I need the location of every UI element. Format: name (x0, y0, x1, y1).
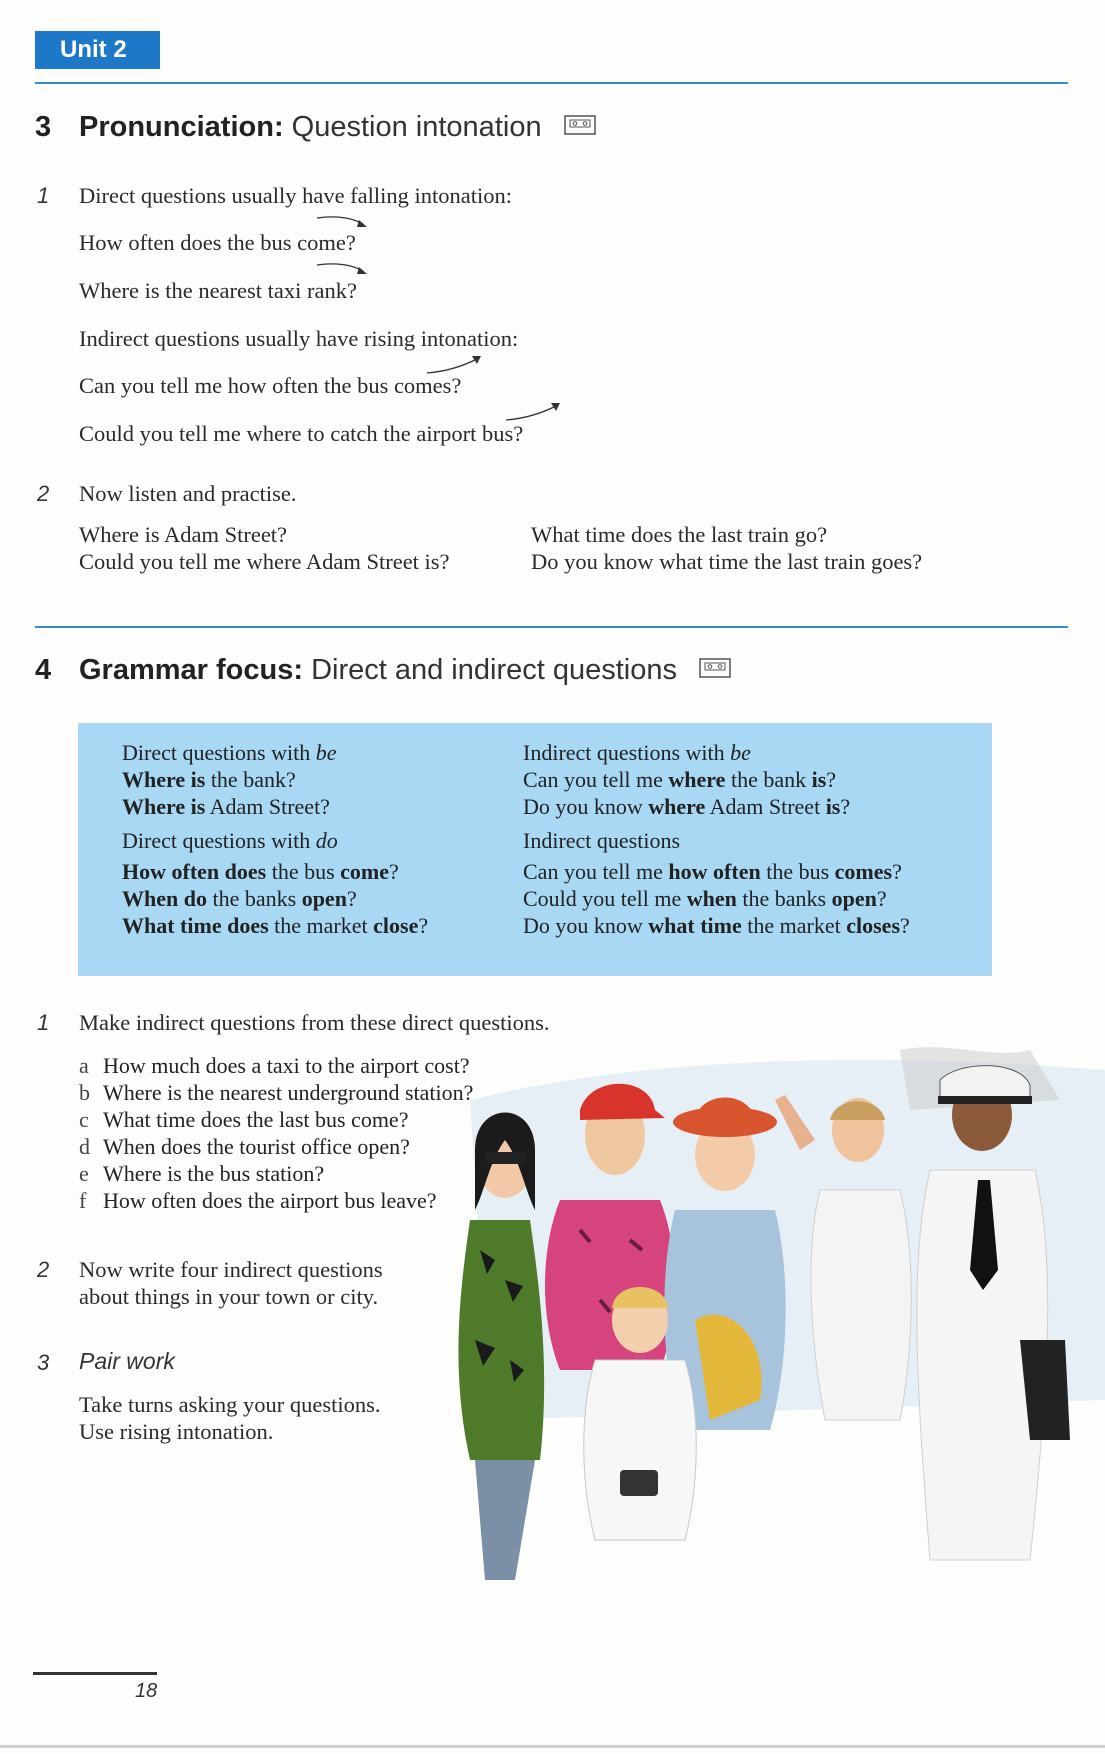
section4-heading (35, 654, 731, 687)
step-number: 3 (37, 1350, 50, 1375)
practice-question: What time does the last train go? (531, 522, 828, 547)
pair-work-label: Pair work (79, 1348, 175, 1374)
exercise3-text: Use rising intonation. (79, 1419, 274, 1444)
tourists-illustration (430, 1040, 1105, 1580)
exercise2-text: Now write four indirect questions (79, 1257, 383, 1282)
section3-number: 3 (35, 111, 52, 143)
grammar-box (78, 723, 992, 976)
step-number: 2 (37, 481, 50, 506)
grammar-example: Could you tell me when the banks open? (523, 886, 887, 911)
list-item: a How much does a taxi to the airport cost? (79, 1053, 470, 1078)
step-number: 1 (37, 1010, 50, 1035)
grammar-example: Can you tell me where the bank is? (523, 767, 837, 792)
grammar-example: When do the banks open? (122, 886, 357, 911)
example-question: Where is the nearest taxi rank? (79, 278, 357, 303)
rising-arrow-icon (504, 400, 564, 426)
section4-number: 4 (35, 654, 52, 686)
footer-rule (33, 1672, 157, 1675)
exercise1-instruction: Make indirect questions from these direct questions. (79, 1010, 550, 1035)
example-question: Could you tell me where to catch the airport bus? (79, 421, 524, 446)
section4-keyword: Grammar focus: (79, 654, 304, 686)
indirect-questions-column (523, 739, 910, 939)
step-number: 1 (37, 183, 50, 208)
grammar-example: Where is the bank? (122, 767, 296, 792)
cassette-icon (699, 658, 731, 678)
list-item: d When does the tourist office open? (79, 1134, 410, 1159)
exercise3-text: Take turns asking your questions. (79, 1392, 381, 1417)
falling-arrow-icon (315, 212, 375, 238)
listen-instruction: Now listen and practise. (79, 481, 297, 506)
unit-tab: Unit 2 (35, 31, 160, 69)
direct-do-heading: Direct questions with do (122, 828, 338, 853)
grammar-example: Do you know where Adam Street is? (523, 794, 851, 819)
rising-rule-text: Indirect questions usually have rising intonation: (79, 326, 519, 351)
direct-questions-column (122, 739, 428, 939)
grammar-example: How often does the bus come? (122, 859, 399, 884)
list-item: c What time does the last bus come? (79, 1107, 409, 1132)
page-edge (0, 1745, 1105, 1748)
falling-rule-text: Direct questions usually have falling intonation: (79, 183, 513, 208)
header-rule (35, 82, 1068, 84)
example-question: How often does the bus come? (79, 230, 356, 255)
section3-heading (35, 111, 596, 144)
section-divider (35, 626, 1068, 628)
indirect-be-heading: Indirect questions with be (523, 740, 751, 765)
practice-question: Do you know what time the last train goes? (531, 549, 923, 574)
step-number: 2 (37, 1257, 50, 1282)
grammar-example: What time does the market close? (122, 913, 429, 938)
list-item: e Where is the bus station? (79, 1161, 325, 1186)
rising-arrow-icon (425, 353, 485, 379)
list-item: b Where is the nearest underground station? (79, 1080, 474, 1105)
practice-question: Could you tell me where Adam Street is? (79, 549, 450, 574)
direct-be-heading: Direct questions with be (122, 740, 337, 765)
grammar-example: Where is Adam Street? (122, 794, 330, 819)
practice-question: Where is Adam Street? (79, 522, 288, 547)
direct-questions-list (79, 1052, 473, 1214)
grammar-example: Do you know what time the market closes? (523, 913, 910, 938)
list-item: f How often does the airport bus leave? (79, 1188, 437, 1213)
cassette-icon (564, 115, 596, 135)
page-number: 18 (135, 1680, 158, 1702)
grammar-example: Can you tell me how often the bus comes? (523, 859, 902, 884)
exercise2-text: about things in your town or city. (79, 1284, 379, 1309)
example-question: Can you tell me how often the bus comes? (79, 373, 462, 398)
section4-subtitle: Direct and indirect questions (311, 654, 677, 686)
section3-subtitle: Question intonation (291, 111, 542, 143)
indirect-heading: Indirect questions (523, 828, 681, 853)
falling-arrow-icon (315, 259, 375, 285)
section3-keyword: Pronunciation: (79, 111, 284, 143)
